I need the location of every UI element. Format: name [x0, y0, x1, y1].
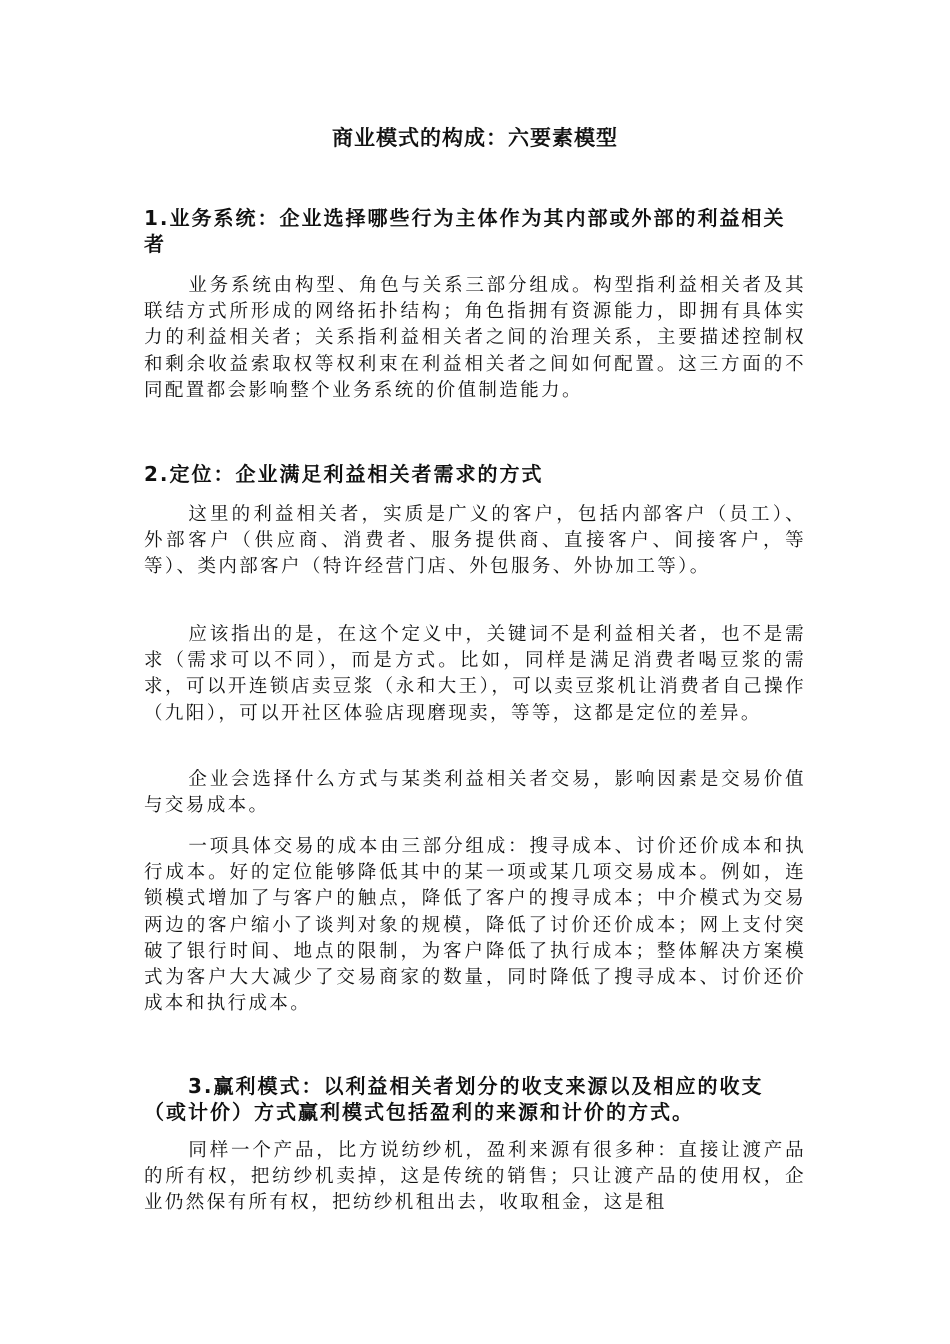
- section-2-paragraph-4: 一项具体交易的成本由三部分组成：搜寻成本、讨价还价成本和执行成本。好的定位能够降低其中的某一项或某几项交易成本。例如，连锁模式增加了与客户的触点，降低了客户的搜寻成本；中介模式为交易两边的客户缩小了谈判对象的规模，降低了讨价还价成本；网上支付突破了银行时间、地点的限制，为客户降低了执行成本；整体解决方案模式为客户大大减少了交易商家的数量，同时降低了搜寻成本、讨价还价成本和执行成本。: [144, 836, 806, 1015]
- section-3-paragraph-1: 同样一个产品，比方说纺纱机，盈利来源有很多种：直接让渡产品的所有权，把纺纱机卖掉，这是传统的销售；只让渡产品的使用权，企业仍然保有所有权，把纺纱机租出去，收取租金，这是租: [144, 1140, 806, 1214]
- section-2-heading: 2.定位：企业满足利益相关者需求的方式: [144, 462, 544, 486]
- section-1-heading: 1.业务系统：企业选择哪些行为主体作为其内部或外部的利益相关者: [144, 206, 786, 256]
- section-2-paragraph-3: 企业会选择什么方式与某类利益相关者交易，影响因素是交易价值与交易成本。: [144, 769, 806, 817]
- section-2-paragraph-2: 应该指出的是，在这个定义中，关键词不是利益相关者，也不是需求（需求可以不同），而是方式。比如，同样是满足消费者喝豆浆的需求，可以开连锁店卖豆浆（永和大王），可以卖豆浆机让消费者自己操作（九阳），可以开社区体验店现磨现卖，等等，这都是定位的差异。: [144, 624, 806, 724]
- section-2-paragraph-1: 这里的利益相关者，实质是广义的客户，包括内部客户（员工）、外部客户（供应商、消费者、服务提供商、直接客户、间接客户，等等）、类内部客户（特许经营门店、外包服务、外协加工等）。: [144, 504, 806, 578]
- section-1-paragraph: 业务系统由构型、角色与关系三部分组成。构型指利益相关者及其联结方式所形成的网络拓扑结构；角色指拥有资源能力，即拥有具体实力的利益相关者；关系指利益相关者之间的治理关系，主要描述控制权和剩余收益索取权等权利束在利益相关者之间如何配置。这三方面的不同配置都会影响整个业务系统的价值制造能力。: [144, 275, 806, 401]
- document-title: 商业模式的构成：六要素模型: [332, 126, 618, 150]
- section-3-heading: 3.赢利模式：以利益相关者划分的收支来源以及相应的收支（或计价）方式赢利模式包括盈利的来源和计价的方式。: [144, 1074, 764, 1124]
